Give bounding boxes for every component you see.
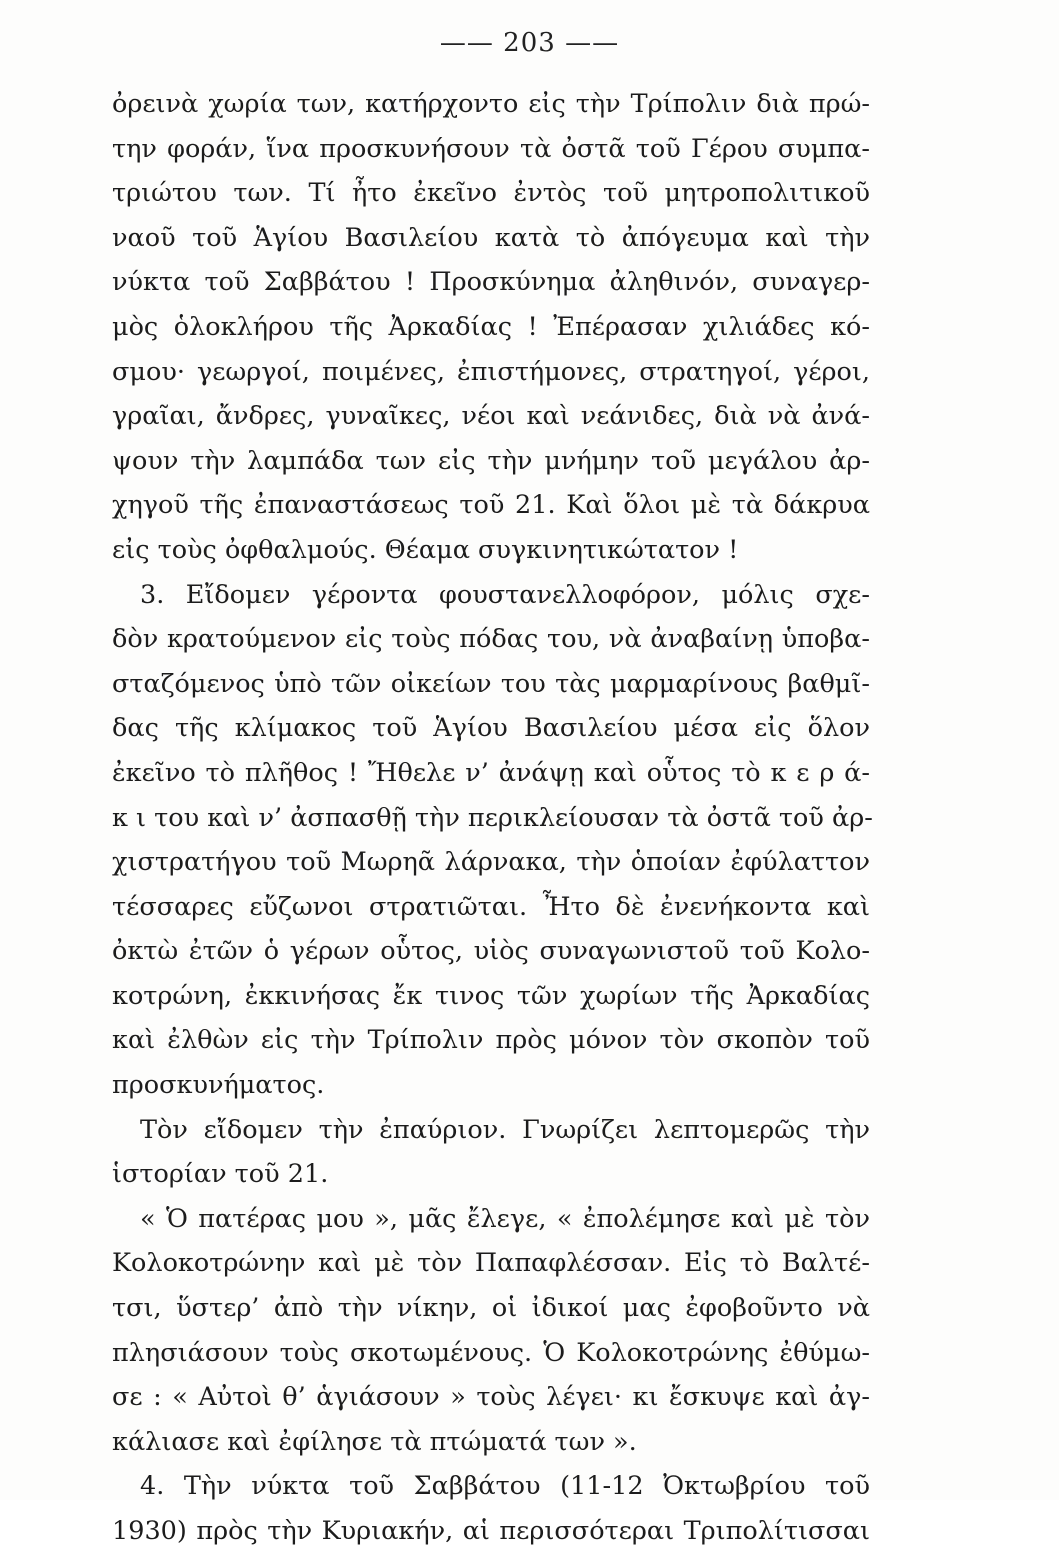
text-line: εἰς τοὺς ὀφθαλμούς. Θέαμα συγκινητικώτατον ! xyxy=(112,534,739,565)
text-line: ὀρεινὰ χωρία των, κατήρχοντο εἰς τὴν Τρίπολιν διὰ πρώ- xyxy=(112,89,870,119)
text-line: δας τῆς κλίμακος τοῦ Ἁγίου Βασιλείου μέσα εἰς ὅλον xyxy=(112,713,870,744)
text-line: καὶ ἐλθὼν εἰς τὴν Τρίπολιν πρὸς μόνον τὸν σκοπὸν τοῦ xyxy=(112,1025,870,1056)
text-line: νύκτα τοῦ Σαββάτου ! Προσκύνημα ἀληθινόν, συναγερ- xyxy=(112,267,870,298)
text-line: την φοράν, ἵνα προσκυνήσουν τὰ ὀστᾶ τοῦ Γέρου συμπα- xyxy=(112,133,870,164)
text-line: ὀκτὼ ἐτῶν ὁ γέρων οὗτος, υἱὸς συναγωνιστοῦ τοῦ Κολο- xyxy=(112,936,870,967)
paragraph-start-line: Τὸν εἴδομεν τὴν ἐπαύριον. Γνωρίζει λεπτομερῶς τὴν xyxy=(140,1114,870,1145)
paragraph-start-line: 4. Τὴν νύκτα τοῦ Σαββάτου (11-12 Ὀκτωβρίου τοῦ xyxy=(140,1471,870,1502)
page-number: —— 203 —— xyxy=(439,28,620,58)
text-line: προσκυνήματος. xyxy=(112,1070,325,1101)
text-line: γραῖαι, ἄνδρες, γυναῖκες, νέοι καὶ νεάνιδες, διὰ νὰ ἀνά- xyxy=(112,401,870,432)
body-text xyxy=(112,82,873,1554)
text-line: ψουν τὴν λαμπάδα των εἰς τὴν μνήμην τοῦ μεγάλου ἀρ- xyxy=(112,445,870,476)
text-line: τσι, ὕστερ’ ἀπὸ τὴν νίκην, οἱ ἰδικοί μας ἐφοβοῦντο νὰ xyxy=(112,1293,870,1324)
text-line: ναοῦ τοῦ Ἁγίου Βασιλείου κατὰ τὸ ἀπόγευμα καὶ τὴν xyxy=(112,222,870,253)
text-line: ἐκεῖνο τὸ πλῆθος ! Ἤθελε ν’ ἀνάψῃ καὶ οὗτος τὸ κ ε ρ ά- xyxy=(112,757,870,788)
paragraph-start-line: 3. Εἴδομεν γέροντα φουστανελλοφόρον, μόλις σχε- xyxy=(140,579,870,610)
text-line: σμου· γεωργοί, ποιμένες, ἐπιστήμονες, στρατηγοί, γέροι, xyxy=(112,356,870,387)
text-line: πλησιάσουν τοὺς σκοτωμένους. Ὁ Κολοκοτρώνης ἐθύμω- xyxy=(112,1337,870,1368)
text-line: ἱστορίαν τοῦ 21. xyxy=(112,1159,329,1190)
text-line: σε : « Αὐτοὶ θ’ ἁγιάσουν » τοὺς λέγει· κι ἔσκυψε καὶ ἀγ- xyxy=(112,1382,870,1413)
text-line: κοτρώνη, ἐκκινήσας ἔκ τινος τῶν χωρίων τῆς Ἀρκαδίας xyxy=(112,980,870,1011)
text-line: μὸς ὁλοκλήρου τῆς Ἀρκαδίας ! Ἐπέρασαν χιλιάδες κό- xyxy=(112,311,870,342)
text-line: τέσσαρες εὔζωνοι στρατιῶται. Ἦτο δὲ ἐνενήκοντα καὶ xyxy=(112,891,870,922)
text-line: δὸν κρατούμενον εἰς τοὺς πόδας του, νὰ ἀναβαίνῃ ὑποβα- xyxy=(112,624,870,655)
text-line: κάλιασε καὶ ἐφίλησε τὰ πτώματά των ». xyxy=(112,1426,637,1457)
text-line: χηγοῦ τῆς ἐπαναστάσεως τοῦ 21. Καὶ ὅλοι μὲ τὰ δάκρυα xyxy=(112,490,870,521)
paragraph-start-line: « Ὁ πατέρας μου », μᾶς ἔλεγε, « ἐπολέμησε καὶ μὲ τὸν xyxy=(140,1203,870,1234)
text-line: Κολοκοτρώνην καὶ μὲ τὸν Παπαφλέσσαν. Εἰς τὸ Βαλτέ- xyxy=(112,1248,870,1279)
text-line: κ ι του καὶ ν’ ἀσπασθῇ τὴν περικλείουσαν τὰ ὀστᾶ τοῦ ἀρ- xyxy=(112,802,873,833)
text-line: σταζόμενος ὑπὸ τῶν οἰκείων του τὰς μαρμαρίνους βαθμῖ- xyxy=(112,668,870,699)
text-line: 1930) πρὸς τὴν Κυριακήν, αἱ περισσότεραι Τριπολίτισσαι xyxy=(112,1516,870,1546)
text-line: τριώτου των. Τί ἦτο ἐκεῖνο ἐντὸς τοῦ μητροπολιτικοῦ xyxy=(112,178,870,209)
text-line: χιστρατήγου τοῦ Μωρηᾶ λάρνακα, τὴν ὁποίαν ἐφύλαττον xyxy=(112,847,870,878)
